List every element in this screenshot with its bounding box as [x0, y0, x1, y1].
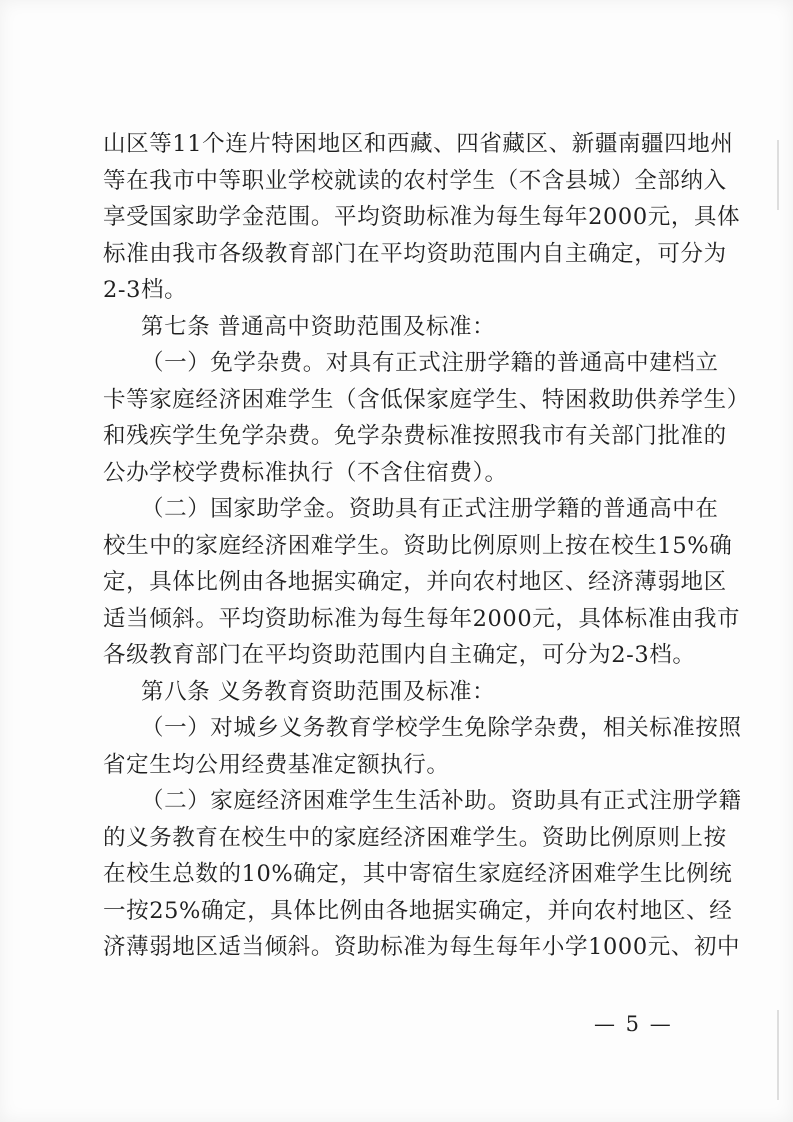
paragraph-line: （一）对城乡义务教育学校学生免除学杂费，相关标准按照	[141, 715, 742, 741]
paragraph-line: 2-3档。	[103, 277, 188, 303]
paragraph-line: 一按25%确定，具体比例由各地据实确定，并向农村地区、经	[103, 897, 733, 924]
paragraph-line: （二）家庭经济困难学生生活补助。资助具有正式注册学籍	[141, 788, 742, 814]
paragraph-line: 标准由我市各级教育部门在平均资助范围内自主确定，可分为	[103, 240, 727, 267]
scan-edge-mark	[777, 1010, 779, 1100]
paragraph-line: 卡等家庭经济困难学生（含低保家庭学生、特困救助供养学生）	[103, 386, 750, 413]
paragraph-line: 等在我市中等职业学校就读的农村学生（不含县城）全部纳入	[103, 167, 727, 194]
paragraph-line: 定，具体比例由各地据实确定，并向农村地区、经济薄弱地区	[103, 569, 727, 595]
paragraph-line: 在校生总数的10%确定，其中寄宿生家庭经济困难学生比例统	[103, 861, 733, 887]
article-heading-7: 第七条 普通高中资助范围及标准：	[141, 313, 496, 340]
paragraph-line: （二）国家助学金。资助具有正式注册学籍的普通高中在	[141, 496, 719, 522]
article-heading-8: 第八条 义务教育资助范围及标准：	[141, 678, 496, 705]
paragraph-line: 享受国家助学金范围。平均资助标准为每生每年2000元，具体	[103, 204, 741, 230]
paragraph-line: 公办学校学费标准执行（不含住宿费）。	[103, 459, 508, 486]
paragraph-line: 的义务教育在校生中的家庭经济困难学生。资助比例原则上按	[103, 824, 727, 851]
paragraph-line: 省定生均公用经费基准定额执行。	[103, 751, 450, 778]
paragraph-line: （一）免学杂费。对具有正式注册学籍的普通高中建档立	[141, 350, 719, 376]
page-number: — 5 —	[594, 1012, 673, 1036]
document-body	[103, 126, 750, 966]
paragraph-line: 适当倾斜。平均资助标准为每生每年2000元，具体标准由我市	[103, 605, 741, 632]
paragraph-line: 校生中的家庭经济困难学生。资助比例原则上按在校生15%确	[103, 532, 733, 559]
paragraph-line: 山区等11个连片特困地区和西藏、四省藏区、新疆南疆四地州	[103, 131, 734, 157]
scan-edge-mark	[777, 140, 779, 210]
paragraph-line: 各级教育部门在平均资助范围内自主确定，可分为2-3档。	[103, 642, 696, 668]
paragraph-line: 和残疾学生免学杂费。免学杂费标准按照我市有关部门批准的	[103, 423, 727, 449]
paragraph-line: 济薄弱地区适当倾斜。资助标准为每生每年小学1000元、初中	[103, 934, 741, 960]
